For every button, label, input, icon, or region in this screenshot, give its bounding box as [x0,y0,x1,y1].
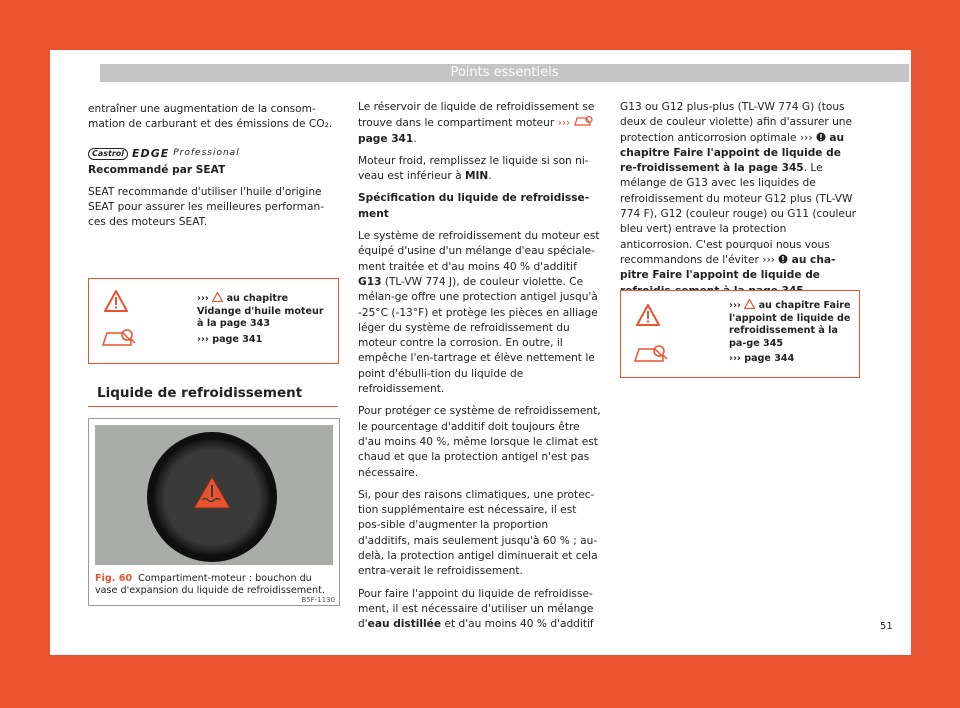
manual-page [50,50,911,655]
spec-text: Le système de refroidissement du moteur est équipé d'usine d'un mélange d'eau spéciale-ment traitée et d'au moins 40 % d'additif G13 (TL-VW 774 J), de couleur violette. Ce mélan-ge offre une protection antigel jusqu'à -25°C (-13°F) et protège les pièces en alliage léger du système de refroidissement du moteur contre la corrosion. En outre, il empêche l'en-tartrage et élève nettement le point d'ébulli-tion du liquide de refroidissement. [358,230,600,396]
climate-text: Si, pour des raisons climatiques, une protec-tion supplémentaire est nécessaire, il est pos-sible d'augmenter la proportion d'additifs, mais seulement jusqu'à 60 % ; au-delà, la protection antigel diminuerait et cela entra-verait le refroidissement. [358,488,598,578]
reservoir-text: Le réservoir de liquide de refroidissement se trouve dans le compartiment moteur ››› page 341. [358,101,595,145]
protection-text: Pour protéger ce système de refroidissement, le pourcentage d'additif doit toujours être d'au moins 40 %, même lorsque le climat est chaud et que la protection antigel n'est pas nécessaire. [358,405,601,479]
warning-triangle-icon [744,299,755,309]
engine-compartment-icon [633,343,669,365]
figure-code: B5F-1130 [301,596,335,604]
coolant-cap-photo [95,425,333,565]
column-right [620,100,860,306]
refill-text: Moteur froid, remplissez le liquide si son ni-veau est inférieur à MIN. [358,154,589,183]
page-ref-344[interactable]: ››› page 344 [729,353,795,364]
page-ref-engine[interactable]: ››› page 341 [197,334,263,345]
warning-triangle-icon [635,303,661,327]
section-divider [88,406,338,407]
figure-60 [88,418,340,606]
page-header: Points essentiels [100,64,909,82]
engine-compartment-icon [101,327,137,349]
column-middle [358,100,601,640]
warning-triangle-icon [103,289,129,313]
castrol-edge-logo: Castrol EDGE Professional [88,147,338,161]
page-number: 51 [880,621,893,632]
info-circle-icon [778,254,788,264]
warning-reference-box [620,290,860,378]
recommend-text: SEAT recommande d'utiliser l'huile d'origine SEAT pour assurer les meilleures performan-ces des moteurs SEAT. [88,185,325,229]
info-circle-icon [816,132,826,142]
column-left [88,102,338,238]
warning-ref-oil[interactable]: ››› au chapitre Vidange d'huile moteur à la page 343 [197,293,324,329]
spec-heading: Spécification du liquide de refroidisse-ment [358,192,590,220]
refill-mixture-text: Pour faire l'appoint du liquide de refroidisse-ment, il est nécessaire d'utiliser un mélange d'eau distillée et d'au moins 40 % d'additif [358,587,594,631]
warning-triangle-icon [212,292,223,302]
intro-text: entraîner une augmentation de la consom-mation de carburant et des émissions de CO₂. [88,103,333,131]
engine-compartment-icon [574,115,596,127]
figure-caption: Fig. 60 Compartiment-moteur : bouchon du vase d'expansion du liquide de refroidissement. [95,573,325,596]
mixture-text: G13 ou G12 plus-plus (TL-VW 774 G) (tous deux de couleur violette) afin d'assurer une protection anticorrosion optimale ››› au chapitre Faire l'appoint de liquide de re-froidissement à la page 345. Le mélange de G13 avec les liquides de refroidissement du moteur G12 plus (TL-VW 774 F), G12 (couleur rouge) ou G11 (couleur bleu vert) entrave la protection anticorrosion. C'est pourquoi nous vous recommandons de l'éviter ››› au cha-pitre Faire l'appoint de liquide de [620,101,857,282]
section-title: Liquide de refroidissement [97,385,303,401]
warning-reference-box [88,278,339,364]
warning-ref-coolant[interactable]: ››› au chapitre Faire l'appoint de liquide de refroidissement à la pa-ge 345 [729,300,851,349]
min-mark: MIN [464,170,489,183]
recommended-heading: Recommandé par SEAT [88,163,226,176]
